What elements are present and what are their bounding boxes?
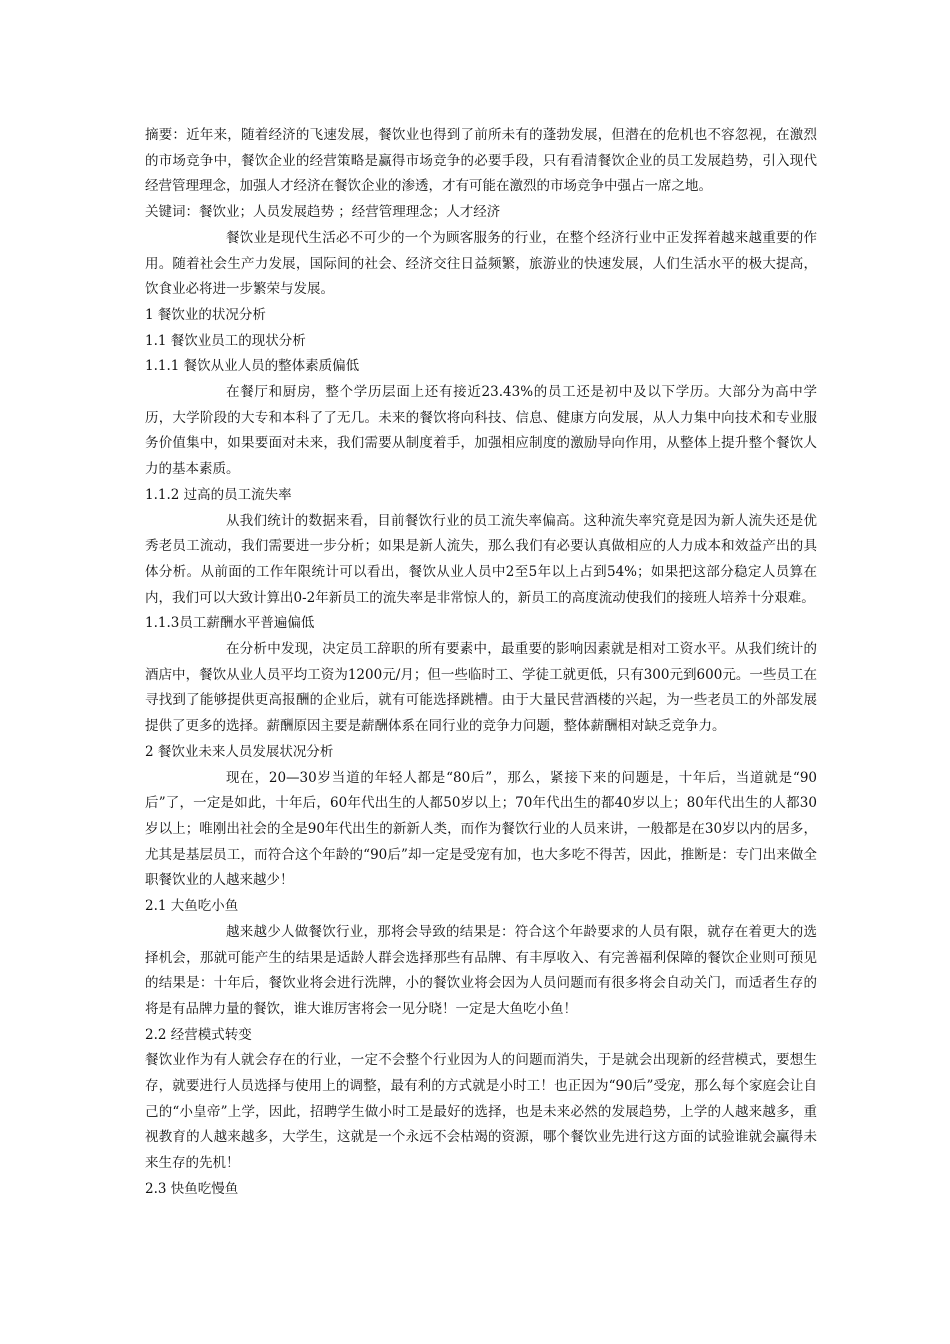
paragraph-1-1-3: 在分析中发现，决定员工辞职的所有要素中，最重要的影响因素就是相对工资水平。从我们统计的酒店中，餐饮从业人员平均工资为1200元/月；但一些临时工、学徒工就更低，只有300元到600元。一些员工在寻找到了能够提供更高报酬的企业后，就有可能选择跳槽。由于大量民营酒楼的兴起，为一些老员工的外部发展提供了更多的选择。薪酬原因主要是薪酬体系在同行业的竞争力问题，整体薪酬相对缺乏竞争力。 <box>145 641 817 735</box>
section-heading-1-1-1: 1.1.1 餐饮从业人员的整体素质偏低 <box>145 358 360 375</box>
section-heading-1-1-3: 1.1.3员工薪酬水平普遍偏低 <box>145 615 315 632</box>
paragraph-2-2: 餐饮业作为有人就会存在的行业，一定不会整个行业因为人的问题而消失，于是就会出现新的经营模式，要想生存，就要进行人员选择与使用上的调整，最有利的方式就是小时工！也正因为“90后”受宠，那么每个家庭会让自己的“小皇帝”上学，因此，招聘学生做小时工是最好的选择，也是未来必然的发展趋势，上学的人越来越多，重视教育的人越来越多，大学生，这就是一个永远不会枯竭的资源，哪个餐饮业先进行这方面的试验谁就会赢得未来生存的先机！ <box>145 1052 817 1172</box>
abstract-paragraph: 摘要：近年来，随着经济的飞速发展，餐饮业也得到了前所未有的蓬勃发展，但潜在的危机也不容忽视，在激烈的市场竞争中，餐饮企业的经营策略是赢得市场竞争的必要手段，只有看清餐饮企业的员工发展趋势，引入现代经营管理理念，加强人才经济在餐饮企业的渗透，才有可能在激烈的市场竞争中强占一席之地。 <box>145 127 817 195</box>
section-heading-1-1-2: 1.1.2 过高的员工流失率 <box>145 486 292 503</box>
section-heading-2: 2 餐饮业未来人员发展状况分析 <box>145 743 334 760</box>
intro-paragraph: 餐饮业是现代生活必不可少的一个为顾客服务的行业，在整个经济行业中正发挥着越来越重要的作用。随着社会生产力发展，国际间的社会、经济交往日益频繁，旅游业的快速发展，人们生活水平的极大提高，饮食业必将进一步繁荣与发展。 <box>145 229 817 298</box>
keywords-line: 关键词：餐饮业；人员发展趋势 ；经营管理理念；人才经济 <box>145 204 501 221</box>
document-body <box>145 123 817 1203</box>
paragraph-1-1-2: 从我们统计的数据来看，目前餐饮行业的员工流失率偏高。这种流失率究竟是因为新人流失还是优秀老员工流动，我们需要进一步分析；如果是新人流失，那么我们有必要认真做相应的人力成本和效益产出的具体分析。从前面的工作年限统计可以看出，餐饮从业人员中2至5年以上占到54%；如果把这部分稳定人员算在内，我们可以大致计算出0-2年新员工的流失率是非常惊人的，新员工的高度流动使我们的接班人培养十分艰难。 <box>145 512 817 606</box>
section-heading-2-3: 2.3 快鱼吃慢鱼 <box>145 1180 239 1197</box>
paragraph-2: 现在，20—30岁当道的年轻人都是“80后”，那么，紧接下来的问题是，十年后，当道就是“90后”了，一定是如此，十年后，60年代出生的人都50岁以上；70年代出生的都40岁以上；80年代出生的人都30岁以上；唯刚出社会的全是90年代出生的新新人类，而作为餐饮行业的人员来讲，一般都是在30岁以内的居多，尤其是基层员工，而符合这个年龄的“90后”却一定是受宠有加，也大多吃不得苦，因此，推断是：专门出来做全职餐饮业的人越来越少！ <box>145 769 817 889</box>
paragraph-2-1: 越来越少人做餐饮行业，那将会导致的结果是：符合这个年龄要求的人员有限，就存在着更大的选择机会，那就可能产生的结果是适龄人群会选择那些有品牌、有丰厚收入、有完善福利保障的餐饮企业则可预见的结果是：十年后，餐饮业将会进行洗牌，小的餐饮业将会因为人员问题而有很多将会自动关门，而适者生存的将是有品牌力量的餐饮，谁大谁厉害将会一见分晓！一定是大鱼吃小鱼！ <box>145 923 817 1017</box>
paragraph-1-1-1: 在餐厅和厨房，整个学历层面上还有接近23.43%的员工还是初中及以下学历。大部分为高中学历，大学阶段的大专和本科了了无几。未来的餐饮将向科技、信息、健康方向发展，从人力集中向技术和专业服务价值集中，如果要面对未来，我们需要从制度着手，加强相应制度的激励导向作用，从整体上提升整个餐饮人力的基本素质。 <box>145 384 817 478</box>
section-heading-1: 1 餐饮业的状况分析 <box>145 306 266 323</box>
section-heading-2-1: 2.1 大鱼吃小鱼 <box>145 898 239 915</box>
section-heading-1-1: 1.1 餐饮业员工的现状分析 <box>145 332 306 349</box>
section-heading-2-2: 2.2 经营模式转变 <box>145 1026 252 1043</box>
